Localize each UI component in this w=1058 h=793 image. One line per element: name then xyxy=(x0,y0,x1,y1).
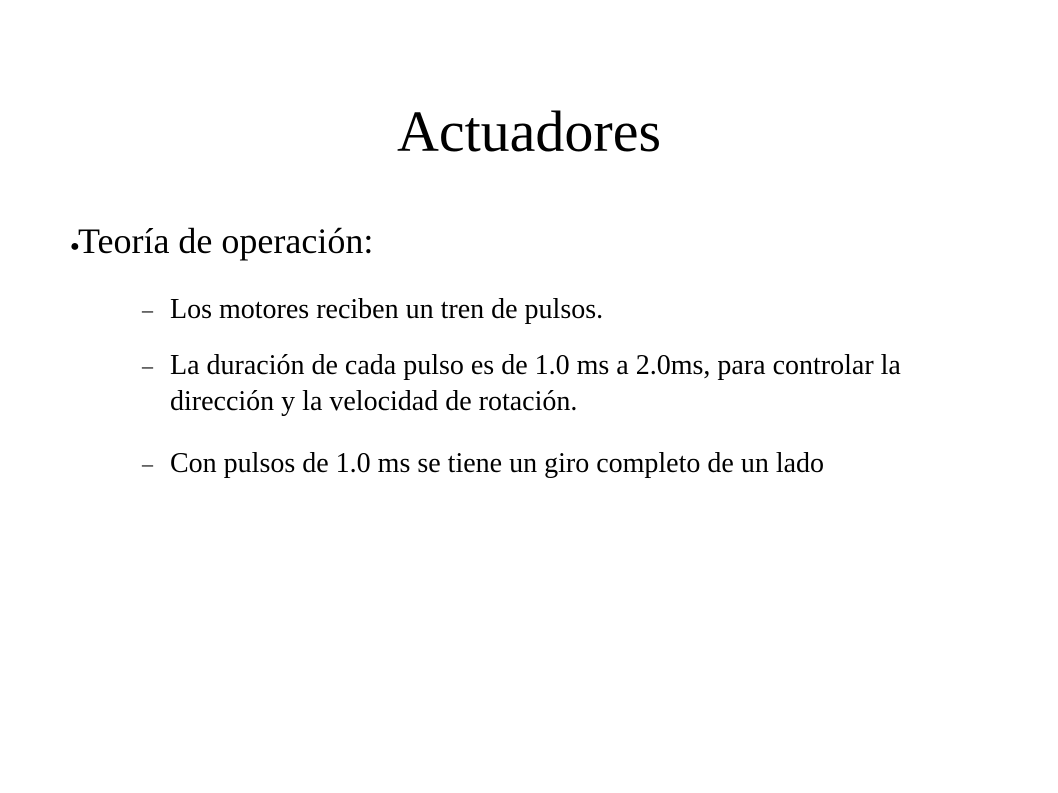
slide-title: Actuadores xyxy=(396,99,662,164)
sub-bullet-text: Los motores reciben un tren de pulsos. xyxy=(170,294,604,325)
dash-icon: – xyxy=(142,353,153,378)
bullet-text: Teoría de operación: xyxy=(78,221,374,261)
sub-bullet-text: Con pulsos de 1.0 ms se tiene un giro completo de un lado xyxy=(170,448,825,479)
dash-icon: – xyxy=(142,297,153,322)
bullet-item xyxy=(70,218,1020,272)
bullet-icon: ● xyxy=(70,238,80,255)
dash-icon: – xyxy=(142,451,153,476)
sub-bullet-text: La duración de cada pulso es de 1.0 ms a 2.0ms, para controlar la dirección y la velocidad de rotación. xyxy=(170,350,901,417)
